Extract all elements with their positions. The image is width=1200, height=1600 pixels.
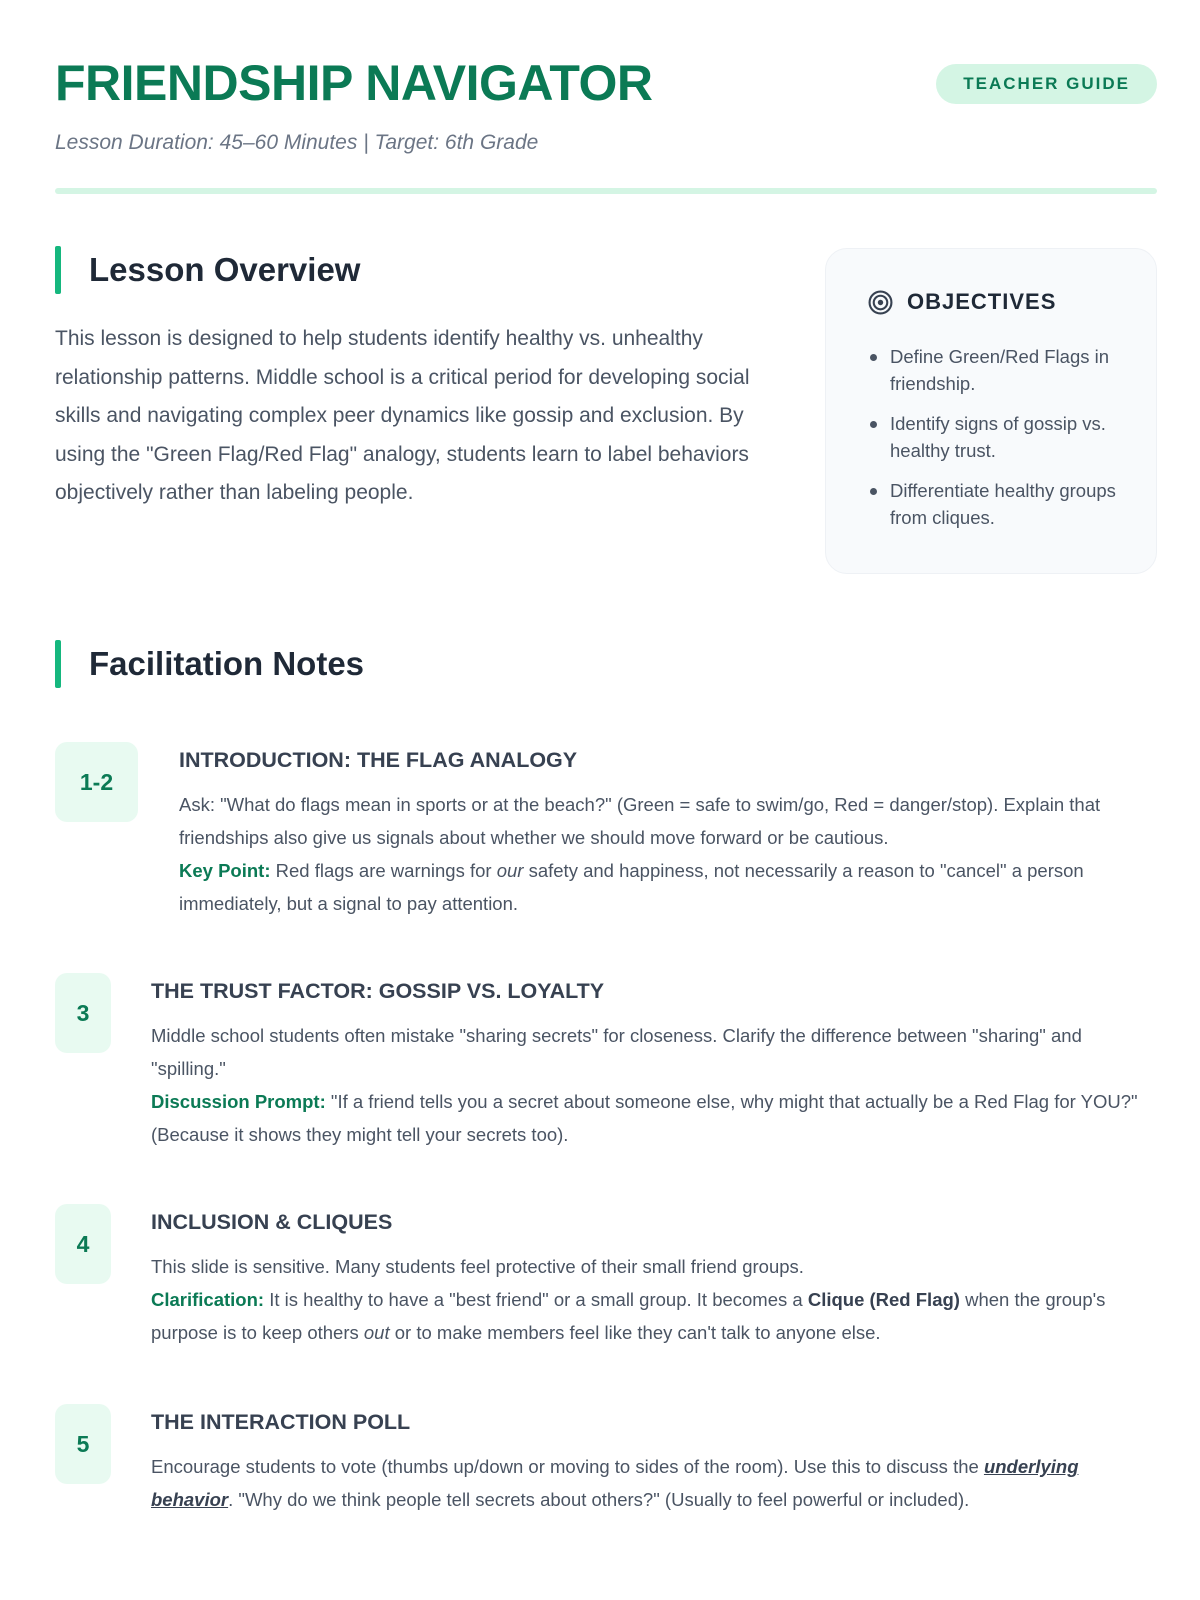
- step-body: [151, 1019, 1154, 1151]
- step-title: INTRODUCTION: THE FLAG ANALOGY: [179, 748, 578, 772]
- step-number: 5: [55, 1404, 111, 1484]
- step-title: THE INTERACTION POLL: [151, 1410, 411, 1434]
- step-body: [151, 1450, 1154, 1516]
- step-text: [151, 1450, 1154, 1516]
- step-note: [151, 1283, 1154, 1349]
- step-text: Middle school students often mistake "sharing secrets" for closeness. Clarify the difference between "sharing" and "spilling.": [151, 1025, 1082, 1079]
- note-label: Discussion Prompt:: [151, 1091, 326, 1112]
- header-divider: [55, 188, 1157, 194]
- note-text: safety and happiness, not necessarily a reason to "cancel" a person immediately, but a signal to pay attention.: [179, 860, 1084, 914]
- note-label: Key Point:: [179, 860, 271, 881]
- note-label: Clarification:: [151, 1289, 265, 1310]
- step-inclusion: [55, 1204, 1157, 1374]
- step-title: INCLUSION & CLIQUES: [151, 1210, 393, 1234]
- objective-item: Define Green/Red Flags in friendship.: [868, 343, 1128, 397]
- overview-title: Lesson Overview: [89, 251, 361, 288]
- step-body: [179, 788, 1154, 920]
- step-number: 4: [55, 1204, 111, 1284]
- note-text: "If a friend tells you a secret about someone else, why might that actually be a Red Flag for YOU?" (Because it shows they might tell your secrets too).: [151, 1091, 1138, 1145]
- facilitation-title: Facilitation Notes: [89, 645, 365, 682]
- note-text: or to make members feel like they can't talk to anyone else.: [389, 1322, 881, 1343]
- teacher-guide-badge: TEACHER GUIDE: [936, 64, 1157, 104]
- target-icon: [868, 290, 893, 315]
- objectives-card: [825, 248, 1157, 574]
- step-title: THE TRUST FACTOR: GOSSIP VS. LOYALTY: [151, 979, 605, 1003]
- objectives-title: OBJECTIVES: [907, 289, 1057, 314]
- note-emphasis: out: [363, 1322, 390, 1343]
- step-text: This slide is sensitive. Many students feel protective of their small friend groups.: [151, 1256, 804, 1277]
- step-text: Ask: "What do flags mean in sports or at the beach?" (Green = safe to swim/go, Red = danger/stop). Explain that friendships also give us signals about whether we should move forward or be cautious.: [179, 794, 1101, 848]
- objective-item: Identify signs of gossip vs. healthy trust.: [868, 410, 1128, 464]
- step-number: 1-2: [55, 742, 138, 822]
- overview-paragraph: This lesson is designed to help students identify healthy vs. unhealthy relationship patterns. Middle school is a critical period for developing social skills and navigating complex peer dynamics like gossip and exclusion. By using the "Green Flag/Red Flag" analogy, students learn to label behaviors objectively rather than labeling people.: [55, 327, 750, 504]
- note-text: when the group's purpose is to keep others: [151, 1289, 1106, 1343]
- underlined-term: underlying behavior: [151, 1456, 1079, 1510]
- objectives-header: [868, 289, 1056, 315]
- header: [55, 52, 1157, 192]
- note-strong: Clique (Red Flag): [807, 1289, 960, 1310]
- objectives-list: [868, 343, 1128, 544]
- facilitation-heading: [55, 640, 364, 688]
- page-title: FRIENDSHIP NAVIGATOR: [55, 55, 653, 111]
- note-emphasis: our: [496, 860, 524, 881]
- step-text-part: Encourage students to vote (thumbs up/down or moving to sides of the room). Use this to discuss the: [151, 1456, 979, 1477]
- step-poll: [55, 1404, 1157, 1574]
- note-text: Red flags are warnings for: [270, 860, 497, 881]
- step-text-part: . "Why do we think people tell secrets about others?" (Usually to feel powerful or included).: [228, 1489, 970, 1510]
- lesson-page: [55, 0, 1157, 1600]
- step-note: [151, 1085, 1154, 1151]
- note-text: It is healthy to have a "best friend" or a small group. It becomes a: [264, 1289, 808, 1310]
- section-accent-bar: [55, 640, 61, 688]
- objective-item: Differentiate healthy groups from cliques.: [868, 477, 1128, 531]
- section-accent-bar: [55, 246, 61, 294]
- step-number: 3: [55, 973, 111, 1053]
- lesson-subtitle: Lesson Duration: 45–60 Minutes | Target: 6th Grade: [55, 131, 539, 154]
- step-intro: [55, 742, 1157, 932]
- step-trust: [55, 973, 1157, 1163]
- step-body: [151, 1250, 1154, 1349]
- step-note: [179, 854, 1154, 920]
- overview-heading: [55, 246, 360, 294]
